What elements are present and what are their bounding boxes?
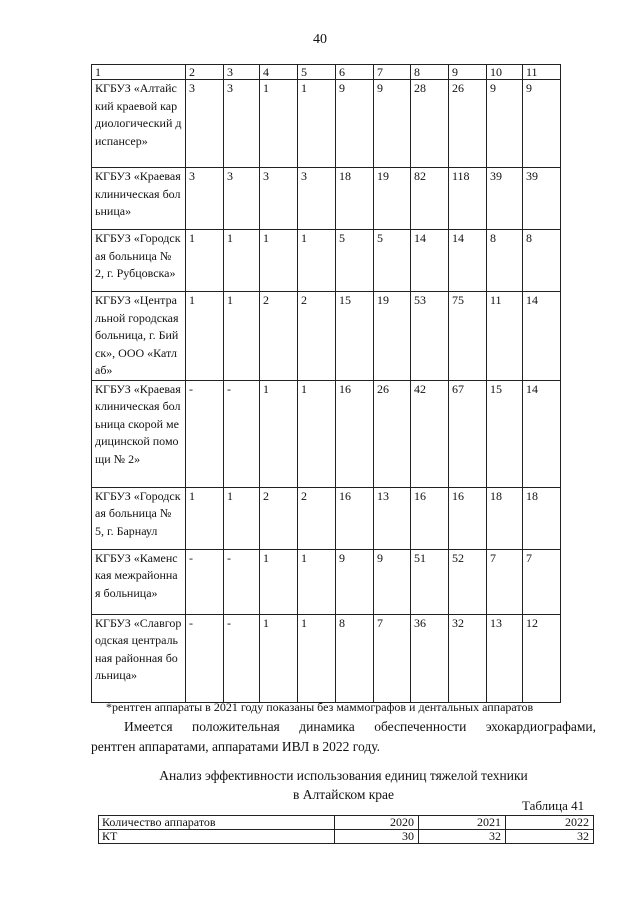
table-cell: 1 [260,380,298,487]
page-number: 40 [313,32,327,47]
table-row [92,487,561,549]
table-cell: 1 [298,230,336,292]
table-cell: 5 [336,230,374,292]
column-header: Количество аппаратов [99,816,335,830]
table-cell: 51 [411,549,449,614]
table-row [92,292,561,381]
table-row [92,230,561,292]
table-cell: 19 [374,292,411,381]
table-cell: 26 [374,380,411,487]
equipment-table [91,64,561,703]
table-row [92,380,561,487]
table-row [92,80,561,168]
table-cell: 19 [374,168,411,230]
table-cell: 16 [411,487,449,549]
table-cell: 1 [298,380,336,487]
table-cell: 30 [335,830,419,844]
table-cell: - [186,380,224,487]
table-cell: 14 [411,230,449,292]
table-cell: 13 [487,614,523,702]
table-cell: 15 [336,292,374,381]
table-row [92,614,561,702]
table-cell: 8 [523,230,561,292]
table-cell: 1 [186,487,224,549]
table-cell: 9 [523,80,561,168]
analysis-paragraph [91,717,596,756]
table-cell: 3 [224,80,260,168]
table-cell: 9 [374,80,411,168]
table-cell: 9 [374,549,411,614]
heading-line: Анализ эффективности использования единиц тяжелой техники [159,768,528,783]
table-cell: - [224,549,260,614]
column-header: 11 [523,65,561,80]
table-cell: 3 [298,168,336,230]
column-header: 7 [374,65,411,80]
table-cell: 3 [260,168,298,230]
column-header: 5 [298,65,336,80]
table-cell: 36 [411,614,449,702]
table-cell: 9 [336,549,374,614]
table-cell: 18 [336,168,374,230]
table-cell: 8 [487,230,523,292]
table-cell: 1 [224,487,260,549]
table-cell: 26 [449,80,487,168]
table-cell: 7 [523,549,561,614]
institution-name: КГБУЗ «Городская больница № 5, г. Барнаул [92,487,186,549]
table-cell: 39 [487,168,523,230]
table-cell: 7 [374,614,411,702]
table-cell: 52 [449,549,487,614]
paragraph-line: рентген аппаратами, аппаратами ИВЛ в 2022 году. [91,738,380,754]
table-cell: 1 [298,80,336,168]
column-header: 8 [411,65,449,80]
column-header: 1 [92,65,186,80]
table-cell: 3 [186,80,224,168]
table-cell: 9 [336,80,374,168]
table-header-row [99,816,594,830]
table-cell: 1 [260,230,298,292]
table-cell: 1 [298,549,336,614]
table-cell: 75 [449,292,487,381]
column-header: 9 [449,65,487,80]
institution-name: КГБУЗ «Славгородская центральная районная больница» [92,614,186,702]
table-cell: - [186,614,224,702]
column-header: 6 [336,65,374,80]
equipment-count-table [98,815,594,844]
table-cell: 12 [523,614,561,702]
table-cell: 118 [449,168,487,230]
institution-name: КГБУЗ «Краевая клиническая больница» [92,168,186,230]
table-cell: 2 [260,487,298,549]
table-cell: 1 [224,230,260,292]
table-cell: 18 [523,487,561,549]
column-header: 4 [260,65,298,80]
table-cell: 28 [411,80,449,168]
institution-name: КГБУЗ «Алтайский краевой кардиологический диспансер» [92,80,186,168]
institution-name: КГБУЗ «Центральной городская больница, г. Бийск», ООО «Катлаб» [92,292,186,381]
table-cell: 32 [449,614,487,702]
table-cell: 42 [411,380,449,487]
column-header: 2021 [419,816,506,830]
table-cell: 1 [260,549,298,614]
section-heading [91,766,596,804]
paragraph-line: Имеется положительная динамика обеспеченности эхокардиографами, [124,719,596,734]
table-cell: 11 [487,292,523,381]
table-cell: 14 [449,230,487,292]
table-cell: 7 [487,549,523,614]
column-header: 2 [186,65,224,80]
institution-name: КГБУЗ «Каменская межрайонная больница» [92,549,186,614]
table-cell: - [186,549,224,614]
column-header: 3 [224,65,260,80]
table-row [99,830,594,844]
table-cell: 2 [260,292,298,381]
column-header: 2020 [335,816,419,830]
table-cell: 16 [336,380,374,487]
table-cell: 1 [186,292,224,381]
table-cell: 9 [487,80,523,168]
table-cell: 16 [336,487,374,549]
table-cell: 14 [523,292,561,381]
table-cell: 14 [523,380,561,487]
institution-name: КГБУЗ «Городская больница № 2, г. Рубцовска» [92,230,186,292]
heading-line: в Алтайском крае [292,787,395,802]
table-footnote: *рентген аппараты в 2021 году показаны без маммографов и дентальных аппаратов [106,700,534,714]
table-cell: 15 [487,380,523,487]
table-cell: 2 [298,292,336,381]
table-cell: 39 [523,168,561,230]
institution-name: КГБУЗ «Краевая клиническая больница скорой медицинской помощи № 2» [92,380,186,487]
table-row [92,168,561,230]
table-header-row [92,65,561,80]
table-cell: 1 [298,614,336,702]
table-cell: 53 [411,292,449,381]
table-cell: 3 [224,168,260,230]
table-cell: 32 [419,830,506,844]
table-cell: 18 [487,487,523,549]
table-cell: КТ [99,830,335,844]
table-row [92,549,561,614]
table-cell: 1 [260,80,298,168]
table-cell: - [224,380,260,487]
column-header: 2022 [506,816,594,830]
table-cell: 5 [374,230,411,292]
table-cell: 16 [449,487,487,549]
table-cell: 8 [336,614,374,702]
table-cell: 67 [449,380,487,487]
table-number-label: Таблица 41 [522,798,585,813]
table-cell: - [224,614,260,702]
table-cell: 32 [506,830,594,844]
table-cell: 1 [186,230,224,292]
table-cell: 1 [224,292,260,381]
table-cell: 82 [411,168,449,230]
table-cell: 13 [374,487,411,549]
column-header: 10 [487,65,523,80]
table-cell: 3 [186,168,224,230]
table-cell: 1 [260,614,298,702]
table-cell: 2 [298,487,336,549]
